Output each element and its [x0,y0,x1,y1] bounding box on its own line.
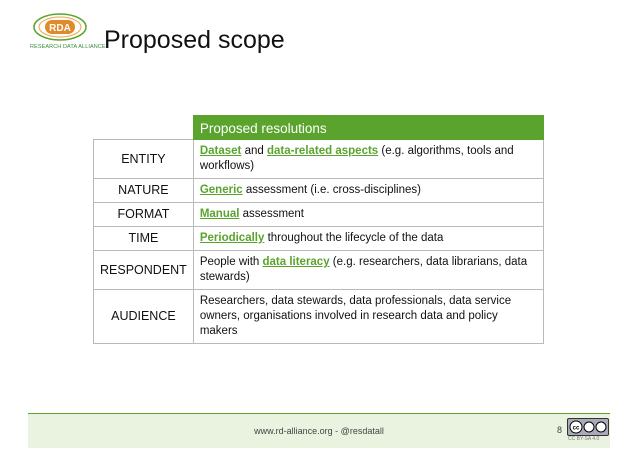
highlighted-term: Periodically [199,232,265,244]
cc-license-icon [567,418,609,436]
row-value [193,227,543,251]
row-value [193,140,543,179]
rda-logo-subtitle: RESEARCH DATA ALLIANCE [30,44,106,50]
row-value [193,203,543,227]
highlighted-term: data literacy [262,256,330,268]
row-key-format: FORMAT [94,203,194,227]
row-key-audience: AUDIENCE [94,290,194,344]
value-text: throughout the lifecycle of the data [264,232,444,244]
table-row [94,251,544,290]
highlighted-term: Dataset [199,145,242,157]
value-text: Researchers, data stewards, data professionals, data service owners, organisations involved in research data and policy makers [199,295,512,337]
highlighted-term: data-related aspects [266,145,379,157]
scope-table [93,115,544,344]
svg-text:cc: cc [572,425,580,432]
table-header-row [94,116,544,140]
table-row [94,179,544,203]
footer-text: www.rd-alliance.org - @resdatall [254,426,384,436]
highlighted-term: Generic [199,184,243,196]
row-value [193,251,543,290]
value-text: assessment [239,208,305,220]
row-value [193,179,543,203]
table-row [94,203,544,227]
row-key-entity: ENTITY [94,140,194,179]
row-key-time: TIME [94,227,194,251]
row-key-respondent: RESPONDENT [94,251,194,290]
highlighted-term: Manual [199,208,240,220]
rda-logo [30,12,106,54]
table-row [94,140,544,179]
value-text: and [241,145,267,157]
page-number: 8 [557,425,563,435]
row-key-nature: NATURE [94,179,194,203]
rda-logo-text: RDA [49,23,71,34]
license-text: CC BY-SA 4.0 [568,436,600,442]
value-text: (e.g. researchers, data librarians, data stewards) [199,256,528,283]
slide-title: Proposed scope [104,26,285,54]
table-header: Proposed resolutions [193,116,543,140]
value-text: assessment (i.e. cross-disciplines) [242,184,421,196]
table-row [94,290,544,344]
table-row [94,227,544,251]
value-text: (e.g. algorithms, tools and workflows) [199,145,514,172]
rda-logo-icon [32,12,88,42]
header-blank-cell [94,116,194,140]
row-value [193,290,543,344]
value-text: People with [199,256,263,268]
